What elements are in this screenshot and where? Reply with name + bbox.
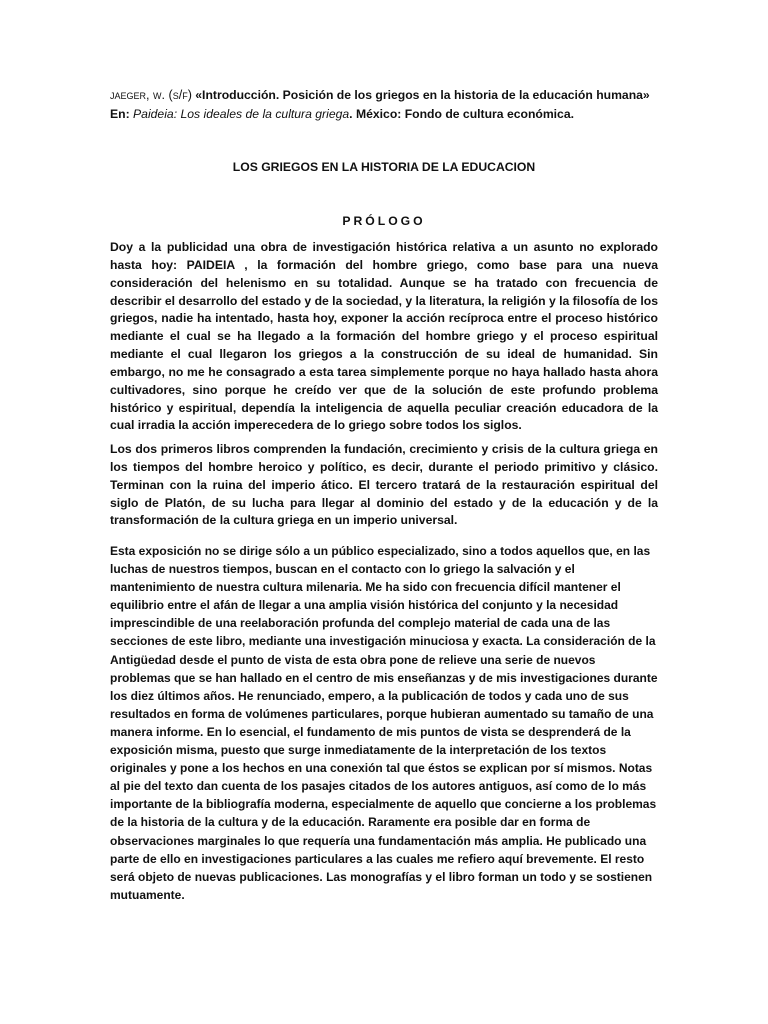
citation-author: jaeger, w. (s/f) <box>110 88 192 102</box>
document-heading: LOS GRIEGOS EN LA HISTORIA DE LA EDUCACION <box>232 160 536 174</box>
section-subheading: PRÓLOGO <box>342 214 426 228</box>
bibliographic-citation <box>110 86 658 123</box>
citation-publisher: . México: Fondo de cultura económica. <box>349 106 574 121</box>
citation-en-label: En: <box>110 106 130 121</box>
body-paragraph-2: Los dos primeros libros comprenden la fundación, crecimiento y crisis de la cultura griega en los tiempos del hombre heroico y político, es decir, durante el periodo primitivo y clásico. Terminan con la ruina del imperio ático. El tercero tratará de la restauración espiritual del siglo de Platón, de su lucha para llegar al dominio del estado y de la educación y de la transformación de la cultura griega en un imperio universal. <box>110 442 658 528</box>
citation-title: «Introducción. Posición de los griegos en la historia de la educación humana» <box>195 88 650 102</box>
body-paragraph-1: Doy a la publicidad una obra de investigación histórica relativa a un asunto no explorado hasta hoy: PAIDEIA , la formación del hombre griego, como base para una nueva consideración del helenismo en su totalidad. Aunque se ha tratado con frecuencia de describir el desarrollo del estado y de la sociedad, y la literatura, la religión y la filosofía de los griegos, nadie ha intentado, hasta hoy, exponer la acción recíproca entre el proceso histórico mediante el cual se ha llegado a la formación del hombre griego y el proceso espiritual mediante el cual llegaron los griegos a la construcción de su ideal de humanidad. Sin embargo, no me he consagrado a esta tarea simplemente porque no haya hallado hasta ahora cultivadores, sino porque he creído ver que de la solución de este profundo problema histórico y espiritual, dependía la inteligencia de aquella peculiar creación educadora de la cual irradia la acción imperecedera de lo griego sobre todos los siglos. <box>110 240 658 433</box>
body-paragraph-3: Esta exposición no se dirige sólo a un público especializado, sino a todos aquellos que, en las luchas de nuestros tiempos, buscan en el contacto con lo griego la salvación y el mantenimiento de nuestra cultura milenaria. Me ha sido con frecuencia difícil mantener el equilibrio entre el afán de llegar a una amplia visión histórica del conjunto y la necesidad imprescindible de una reelaboración profunda del complejo material de cada una de las secciones de este libro, mediante una investigación minuciosa y exacta. La consideración de la Antigüedad desde el punto de vista de esta obra pone de relieve una serie de nuevos problemas que se han hallado en el centro de mis enseñanzas y de mis investigaciones durante los diez últimos años. He renunciado, empero, a la publicación de todos y cada uno de sus resultados en forma de volúmenes particulares, porque hubieran aumentado su tamaño de una manera informe. En lo esencial, el fundamento de mis puntos de vista se desprenderá de la exposición misma, puesto que surge inmediatamente de la interpretación de los textos originales y pone a los hechos en una conexión tal que éstos se explican por sí mismos. Notas al pie del texto dan cuenta de los pasajes citados de los autores antiguos, así como de lo más importante de la bibliografía moderna, especialmente de aquello que concierne a los problemas de la historia de la cultura y de la educación. Raramente era posible dar en forma de observaciones marginales lo que requería una fundamentación más amplia. He publicado una parte de ello en investigaciones particulares a las cuales me refiero aquí brevemente. El resto será objeto de nuevas publicaciones. Las monografías y el libro forman un todo y se sostienen mutuamente. <box>110 544 658 902</box>
citation-book-title: Paideia: Los ideales de la cultura griega <box>133 106 350 121</box>
